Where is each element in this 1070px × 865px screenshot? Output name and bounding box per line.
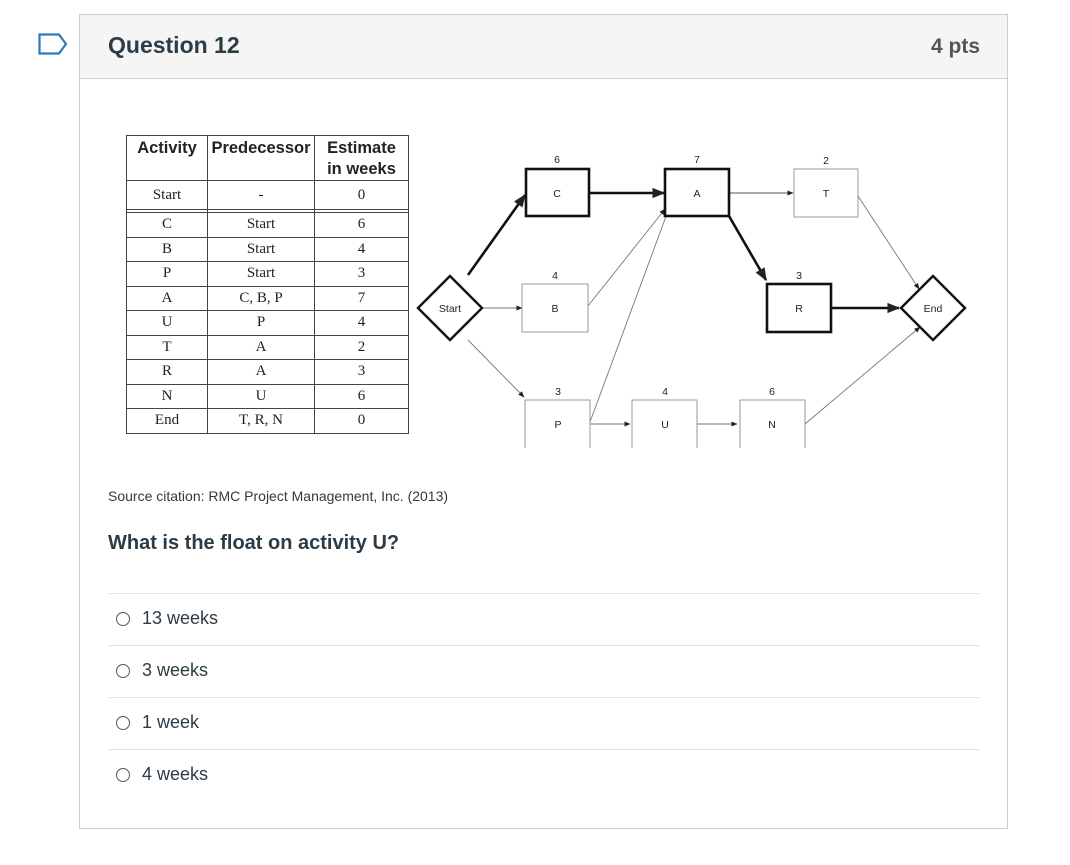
node-duration: 2 xyxy=(823,155,829,167)
table-cell: U xyxy=(127,311,208,336)
network-node-end xyxy=(901,276,965,340)
table-cell: End xyxy=(127,409,208,434)
table-cell: 6 xyxy=(315,384,409,409)
answer-label[interactable]: 4 weeks xyxy=(142,764,209,784)
table-cell: N xyxy=(127,384,208,409)
node-label: R xyxy=(795,303,803,315)
answer-label[interactable]: 1 week xyxy=(142,712,200,732)
node-duration: 3 xyxy=(555,386,561,398)
question-points: 4 pts xyxy=(930,35,980,58)
radio-button[interactable] xyxy=(116,612,130,626)
node-label: P xyxy=(554,419,562,431)
node-duration: 4 xyxy=(662,386,668,398)
table-cell: A xyxy=(127,286,208,311)
radio-button[interactable] xyxy=(116,716,130,730)
radio-button[interactable] xyxy=(116,664,130,678)
network-node-start xyxy=(418,276,482,340)
radio-button[interactable] xyxy=(116,768,130,782)
answer-list xyxy=(108,593,980,801)
table-header-activity: Activity xyxy=(127,136,208,181)
table-cell: A xyxy=(208,335,315,360)
network-node-c xyxy=(526,154,589,216)
table-cell: 3 xyxy=(315,360,409,385)
question-title: Question 12 xyxy=(108,32,240,58)
table-cell: 0 xyxy=(315,181,409,210)
table-cell: 7 xyxy=(315,286,409,311)
node-duration: 7 xyxy=(694,154,700,166)
question-header xyxy=(80,15,1007,79)
table-header-estimate: Estimate in weeks xyxy=(315,136,409,181)
table-cell: 4 xyxy=(315,237,409,262)
answer-label[interactable]: 3 weeks xyxy=(142,660,209,680)
table-cell: Start xyxy=(208,262,315,287)
table-cell: Start xyxy=(208,213,315,238)
table-cell: P xyxy=(208,311,315,336)
network-node-n xyxy=(740,386,805,448)
question-figure xyxy=(124,132,976,448)
network-node-t xyxy=(794,155,858,217)
node-label: T xyxy=(822,188,830,200)
network-node-a xyxy=(665,154,729,216)
network-node-b xyxy=(522,270,588,332)
node-duration: 4 xyxy=(552,270,558,282)
node-label: U xyxy=(661,419,669,431)
table-header-predecessor: Predecessor xyxy=(208,136,315,181)
table-cell: Start xyxy=(208,237,315,262)
network-node-r xyxy=(767,270,831,332)
node-duration: 3 xyxy=(796,270,802,282)
table-cell: 4 xyxy=(315,311,409,336)
bookmark-flag-icon[interactable] xyxy=(38,33,68,55)
question-prompt: What is the float on activity U? xyxy=(108,532,400,554)
table-cell: T, R, N xyxy=(208,409,315,434)
table-cell: R xyxy=(127,360,208,385)
node-label: C xyxy=(553,188,561,200)
network-node-u xyxy=(632,386,697,448)
table-cell: 0 xyxy=(315,409,409,434)
node-duration: 6 xyxy=(769,386,775,398)
node-label: A xyxy=(693,188,701,200)
answer-option[interactable] xyxy=(108,749,980,801)
table-cell: 3 xyxy=(315,262,409,287)
answer-option[interactable] xyxy=(108,645,980,697)
table-cell: 6 xyxy=(315,213,409,238)
answer-label[interactable]: 13 weeks xyxy=(142,608,219,628)
table-cell: - xyxy=(208,181,315,210)
network-node-p xyxy=(525,386,590,448)
table-cell: C xyxy=(127,213,208,238)
network-diagram xyxy=(124,132,976,448)
table-cell: Start xyxy=(127,181,208,210)
table-cell: B xyxy=(127,237,208,262)
node-label: B xyxy=(551,303,559,315)
table-cell: 2 xyxy=(315,335,409,360)
node-label-end: End xyxy=(923,303,943,315)
table-cell: P xyxy=(127,262,208,287)
question-card xyxy=(79,14,1008,829)
node-label-start: Start xyxy=(438,303,462,315)
source-citation: Source citation: RMC Project Management, Inc. (2013) xyxy=(108,488,449,504)
table-cell: T xyxy=(127,335,208,360)
table-cell: U xyxy=(208,384,315,409)
answer-option[interactable] xyxy=(108,697,980,749)
table-cell: A xyxy=(208,360,315,385)
table-cell: C, B, P xyxy=(208,286,315,311)
node-duration: 6 xyxy=(554,154,560,166)
answer-option[interactable] xyxy=(108,593,980,645)
node-label: N xyxy=(768,419,776,431)
